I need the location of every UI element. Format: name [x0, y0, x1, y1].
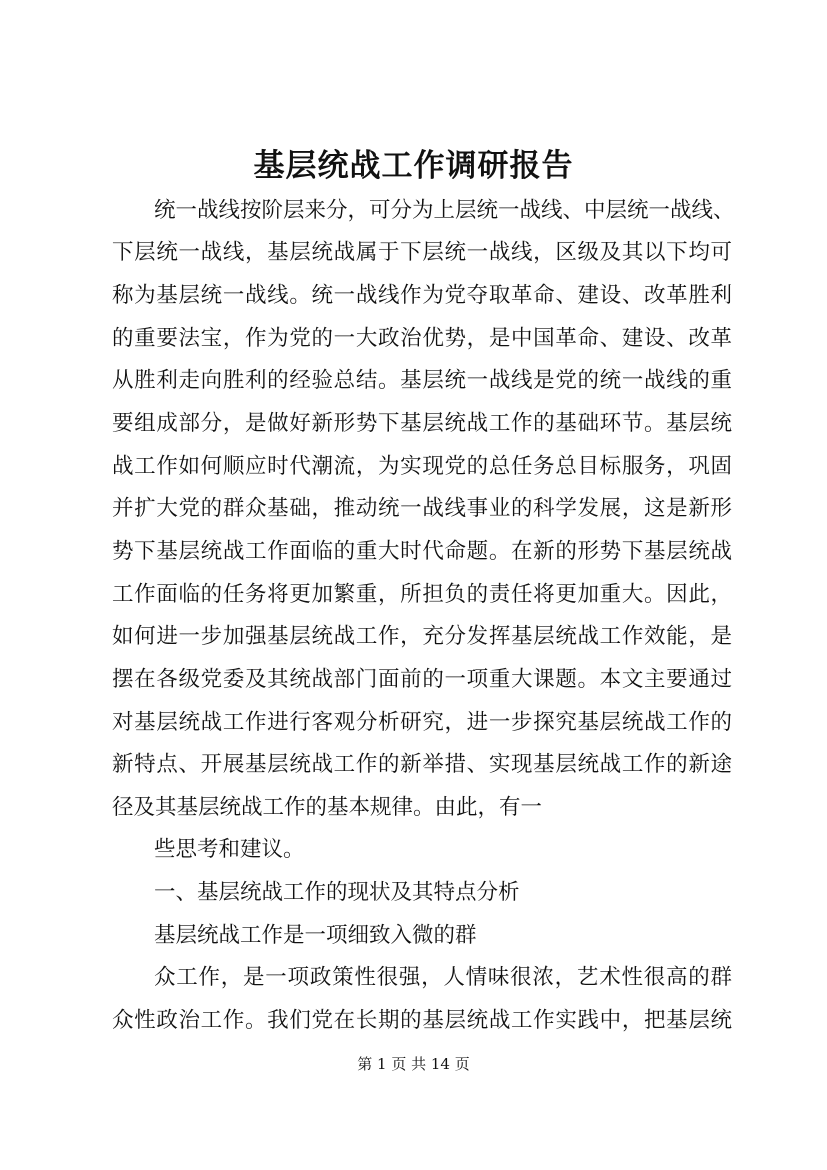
paragraph-line: 的重要法宝，作为党的一大政治优势，是中国革命、建设、改革 — [112, 326, 732, 351]
paragraph-line: 战工作如何顺应时代潮流，为实现党的总任务总目标服务，巩固 — [112, 454, 732, 479]
paragraph-line: 从胜利走向胜利的经验总结。基层统一战线是党的统一战线的重 — [112, 368, 732, 393]
page-footer: 第 1 页 共 14 页 — [357, 1055, 470, 1073]
paragraph-line: 并扩大党的群众基础，推动统一战线事业的科学发展，这是新形 — [112, 496, 732, 521]
paragraph-line: 称为基层统一战线。统一战线作为党夺取革命、建设、改革胜利 — [112, 283, 732, 308]
paragraph-line: 势下基层统战工作面临的重大时代命题。在新的形势下基层统战 — [112, 539, 732, 564]
paragraph-line: 众性政治工作。我们党在长期的基层统战工作实践中，把基层统 — [112, 1008, 732, 1033]
paragraph-line: 工作面临的任务将更加繁重，所担负的责任将更加重大。因此， — [112, 582, 732, 607]
paragraph-line: 新特点、开展基层统战工作的新举措、实现基层统战工作的新途 — [112, 752, 732, 777]
paragraph-line: 如何进一步加强基层统战工作，充分发挥基层统战工作效能，是 — [112, 624, 732, 649]
paragraph-line: 些思考和建议。 — [154, 837, 305, 862]
section-heading: 一、基层统战工作的现状及其特点分析 — [154, 880, 520, 905]
paragraph-line: 统一战线按阶层来分，可分为上层统一战线、中层统一战线、 — [154, 198, 735, 223]
paragraph-line: 对基层统战工作进行客观分析研究，进一步探究基层统战工作的 — [112, 710, 732, 735]
paragraph-line: 基层统战工作是一项细致入微的群 — [154, 923, 477, 948]
paragraph-line: 众工作，是一项政策性很强，人情味很浓，艺术性很高的群 — [154, 965, 732, 990]
paragraph-line: 下层统一战线，基层统战属于下层统一战线，区级及其以下均可 — [112, 240, 732, 265]
document-title: 基层统战工作调研报告 — [253, 148, 574, 184]
paragraph-line: 径及其基层统战工作的基本规律。由此，有一 — [112, 795, 543, 820]
paragraph-line: 要组成部分，是做好新形势下基层统战工作的基础环节。基层统 — [112, 411, 732, 436]
paragraph-line: 摆在各级党委及其统战部门面前的一项重大课题。本文主要通过 — [112, 667, 732, 692]
